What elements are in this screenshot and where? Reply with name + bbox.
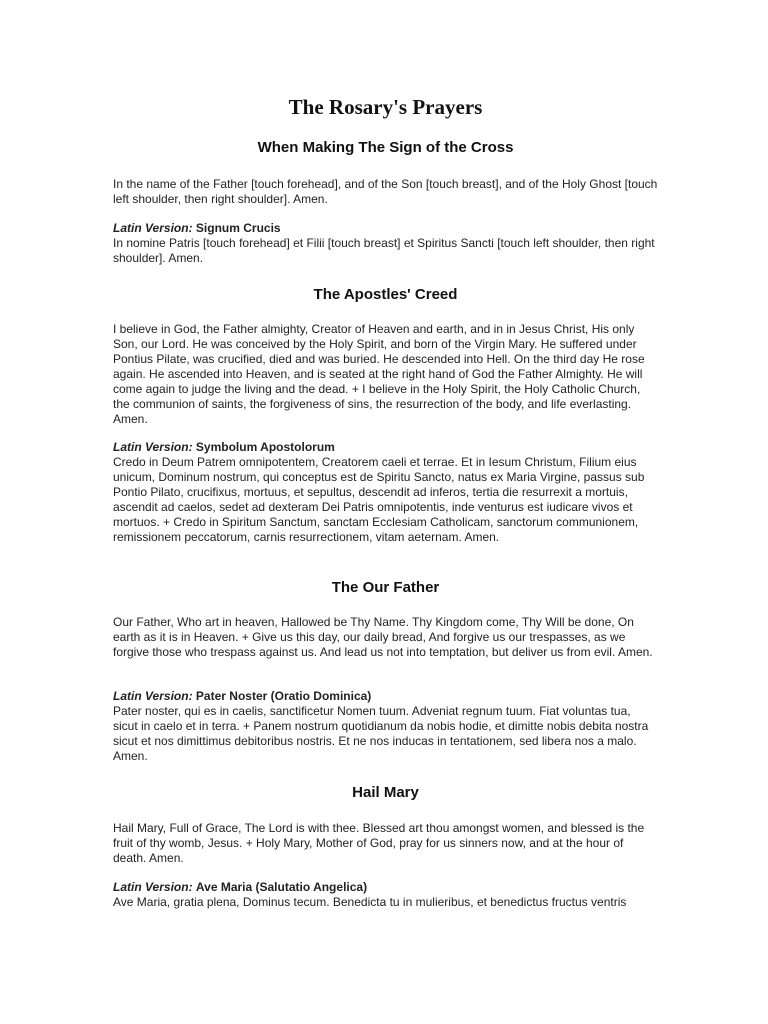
latin-apostles-creed <box>113 440 658 545</box>
latin-prayer-name: Ave Maria (Salutatio Angelica) <box>195 880 368 894</box>
latin-version-label: Latin Version: <box>113 880 193 894</box>
latin-sign-of-the-cross <box>113 221 658 266</box>
latin-hail-mary <box>113 880 658 910</box>
latin-prayer-text: Pater noster, qui es in caelis, sanctificetur Nomen tuum. Adveniat regnum tuum. Fiat voluntas tua, sicut in caelo et in terra. + Panem nostrum quotidianum da nobis hodie, et dimitte nobis debita nostra sicut et nos dimittimus debitoribus nostris. Et ne nos inducas in tentationem, sed libera nos a malo. Amen. <box>113 704 649 763</box>
latin-version-label: Latin Version: <box>113 689 193 703</box>
latin-version-label: Latin Version: <box>113 221 193 235</box>
english-hail-mary: Hail Mary, Full of Grace, The Lord is with thee. Blessed art thou amongst women, and blessed is the fruit of thy womb, Jesus. + Holy Mary, Mother of God, pray for us sinners now, and at the hour of death. Amen. <box>113 821 645 865</box>
page-title: The Rosary's Prayers <box>288 95 483 119</box>
latin-prayer-text: Credo in Deum Patrem omnipotentem, Creatorem caeli et terrae. Et in Iesum Christum, Filium eius unicum, Dominum nostrum, qui conceptus est de Spiritu Sancto, natus ex Maria Virgine, passus sub Pontio Pilato, crucifixus, mortuus, et sepultus, descendit ad inferos, tertia die resurrexit a mortuis, ascendit ad caelos, sedet ad dexteram Dei Patris omnipotentis, inde venturus est iudicare vivos et mortuos. + Credo in Spiritum Sanctum, sanctam Ecclesiam Catholicam, sanctorum communionem, remissionem peccatorum, carnis resurrectionem, vitam aeternam. Amen. <box>113 455 645 544</box>
latin-prayer-name: Signum Crucis <box>195 221 281 235</box>
latin-prayer-name: Pater Noster (Oratio Dominica) <box>195 689 372 703</box>
latin-prayer-text: Ave Maria, gratia plena, Dominus tecum. Benedicta tu in mulieribus, et benedictus fructus ventris <box>113 895 627 909</box>
english-our-father: Our Father, Who art in heaven, Hallowed be Thy Name. Thy Kingdom come, Thy Will be done, On earth as it is in Heaven. + Give us this day, our daily bread, And forgive us our trespasses, as we forgive those who trespass against us. And lead us not into temptation, but deliver us from evil. Amen. <box>113 615 653 659</box>
heading-hail-mary: Hail Mary <box>352 784 419 801</box>
english-apostles-creed: I believe in God, the Father almighty, Creator of Heaven and earth, and in in Jesus Christ, His only Son, our Lord. He was conceived by the Holy Spirit, and born of the Virgin Mary. He suffered under Pontius Pilate, was crucified, died and was buried. He descended into Hell. On the third day He rose again. He ascended into Heaven, and is seated at the right hand of God the Father Almighty. He will come again to judge the living and the dead. + I believe in the Holy Spirit, the Holy Catholic Church, the communion of saints, the forgiveness of sins, the resurrection of the body, and life everlasting. Amen. <box>113 322 645 426</box>
heading-apostles-creed: The Apostles' Creed <box>313 286 458 303</box>
latin-our-father <box>113 689 658 764</box>
latin-version-label: Latin Version: <box>113 440 193 454</box>
english-sign-of-the-cross: In the name of the Father [touch forehead], and of the Son [touch breast], and of the Holy Ghost [touch left shoulder, then right shoulder]. Amen. <box>113 177 658 206</box>
heading-sign-of-the-cross: When Making The Sign of the Cross <box>257 139 514 156</box>
heading-our-father: The Our Father <box>331 579 440 596</box>
latin-prayer-name: Symbolum Apostolorum <box>195 440 335 454</box>
latin-prayer-text: In nomine Patris [touch forehead] et Filii [touch breast] et Spiritus Sancti [touch left shoulder, then right shoulder]. Amen. <box>113 236 655 265</box>
